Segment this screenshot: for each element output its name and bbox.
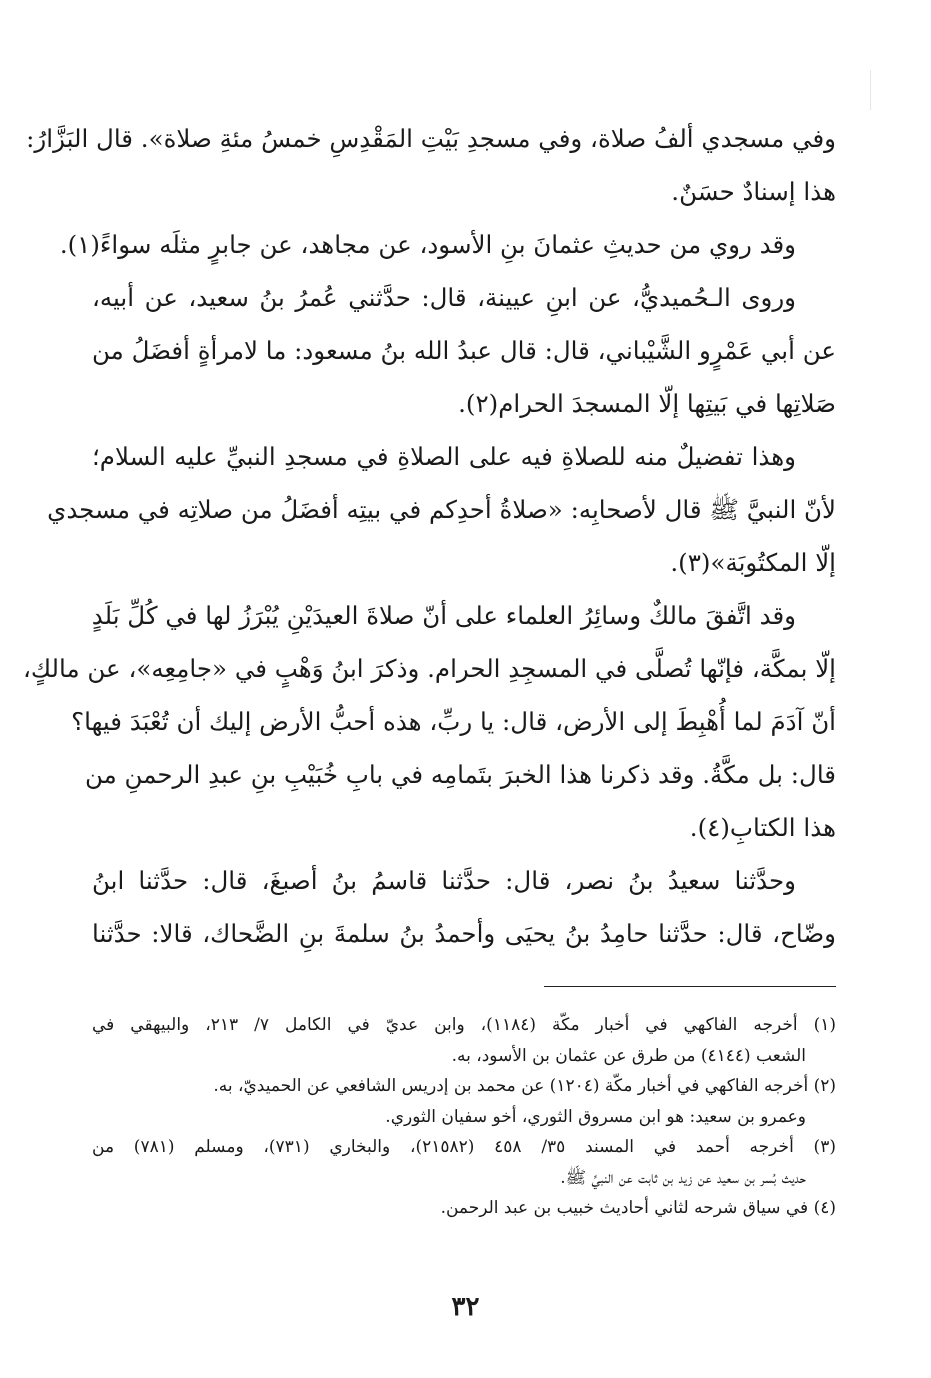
footnote-divider [544, 986, 836, 987]
body-line: أنّ آدَمَ لما أُهْبِطَ إلى الأرض، قال: يا ربِّ، هذه أحبُّ الأرض إليك أن تُعْبَدَ فيها؟ [71, 707, 836, 736]
footnotes-block [92, 1010, 836, 1224]
body-line: وروى الـحُميديُّ، عن ابنِ عيينة، قال: حدَّثني عُمرُ بنُ سعيد، عن أبيه، [92, 283, 796, 312]
body-line: قال: بل مكَّةُ. وقد ذكرنا هذا الخبرَ بتَمامِه في بابِ خُبَيْبِ بنِ عبدِ الرحمنِ من [84, 760, 836, 789]
footnote-line: حديث بُسر بن سعيد عن زيد بن ثابت عن النبيِّ ﷺ. [560, 1167, 806, 1188]
body-line: لأنّ النبيَّ ﷺ قال لأصحابِه: «صلاةُ أحدِكم في بيتِه أفضَلُ من صلاتِه في مسجدي [47, 495, 836, 524]
body-line: هذا الكتابِ(٤). [689, 813, 836, 842]
body-line: هذا إسنادٌ حسَنٌ. [671, 177, 836, 206]
body-line: وضّاح، قال: حدَّثنا حامِدُ بنُ يحيَى وأحمدُ بنُ سلمةَ بنِ الضَّحاك، قالا: حدَّثنا [92, 919, 836, 948]
footnote-line: الشعب (٤١٤٤) من طرق عن عثمان بن الأسود، به. [451, 1045, 806, 1066]
main-text-block [23, 112, 836, 960]
body-line: وهذا تفضيلٌ منه للصلاةِ فيه على الصلاةِ في مسجدِ النبيِّ عليه السلام؛ [92, 442, 796, 471]
body-line: إلّا بمكَّة، فإنّها تُصلَّى في المسجِدِ الحرام. وذكرَ ابنُ وَهْبٍ في «جامِعِه»، عن مالكٍ، [23, 654, 836, 683]
footnote-line: (١) أخرجه الفاكهي في أخبار مكّة (١١٨٤)، وابن عديّ في الكامل ٧/ ٢١٣، والبيهقي في [92, 1015, 836, 1035]
body-line: صَلاتِها في بَيتِها إلّا المسجدَ الحرام(٢). [458, 389, 836, 418]
body-line: إلّا المكتُوبَة»(٣). [670, 548, 836, 577]
body-line: وقد روي من حديثِ عثمانَ بنِ الأسود، عن مجاهد، عن جابرٍ مثلَه سواءً(١). [59, 230, 796, 259]
body-line: وحدَّثنا سعيدُ بنُ نصر، قال: حدَّثنا قاسمُ بنُ أصبغَ، قال: حدَّثنا ابنُ [92, 866, 796, 895]
page-edge-mark [870, 70, 871, 110]
page-number: ٣٢ [451, 1292, 480, 1322]
footnote-line: (٢) أخرجه الفاكهي في أخبار مكّة (١٢٠٤) عن محمد بن إدريس الشافعي عن الحميديّ، به. [213, 1076, 836, 1096]
body-line: وفي مسجدي ألفُ صلاة، وفي مسجدِ بَيْتِ المَقْدِسِ خمسُ مئةِ صلاة». قال البَزَّارُ: [26, 124, 836, 153]
footnote-line: وعمرو بن سعيد: هو ابن مسروق الثوري، أخو سفيان الثوري. [385, 1106, 806, 1127]
body-line: وقد اتَّفقَ مالكٌ وسائِرُ العلماء على أنّ صلاةَ العيدَيْنِ يُبْرَزُ لها في كُلِّ بَلَدٍ [91, 601, 796, 630]
body-line: عن أبي عَمْرٍو الشَّيْباني، قال: قال عبدُ الله بنُ مسعود: ما لامرأةٍ أفضَلُ من [92, 336, 836, 365]
footnote-line: (٤) في سياق شرحه لثاني أحاديث خبيب بن عبد الرحمن. [440, 1198, 836, 1218]
footnote-line: (٣) أخرجه أحمد في المسند ٣٥/ ٤٥٨ (٢١٥٨٢)، والبخاري (٧٣١)، ومسلم (٧٨١) من [92, 1137, 836, 1157]
